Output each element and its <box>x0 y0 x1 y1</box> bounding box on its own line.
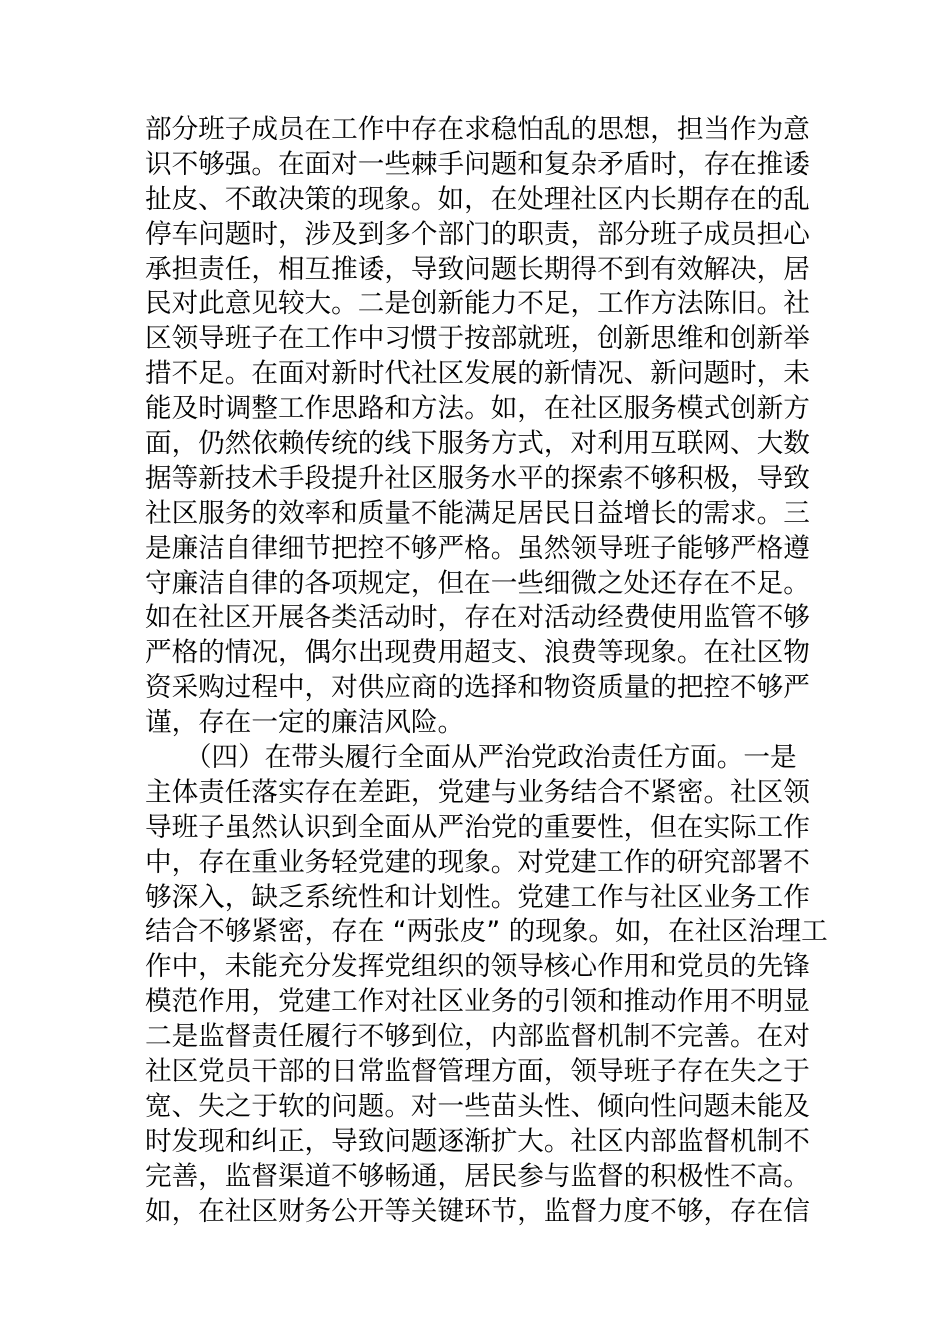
text-line: 如，在社区财务公开等关键环节，监督力度不够，存在信 <box>145 1195 810 1227</box>
text-line: 民对此意见较大。二是创新能力不足，工作方法陈旧。社 <box>145 288 810 320</box>
text-line: 社区党员干部的日常监督管理方面，领导班子存在失之于 <box>145 1056 810 1088</box>
text-line: 扯皮、不敢决策的现象。如，在处理社区内长期存在的乱 <box>145 183 810 215</box>
text-line: 识不够强。在面对一些棘手问题和复杂矛盾时，存在推诿 <box>145 148 810 180</box>
text-line: 是廉洁自律细节把控不够严格。虽然领导班子能够严格遵 <box>145 532 810 564</box>
text-line: 完善，监督渠道不够畅通，居民参与监督的积极性不高。 <box>145 1160 810 1192</box>
text-line: 模范作用，党建工作对社区业务的引领和推动作用不明显 <box>145 986 810 1018</box>
body-text <box>145 113 828 1230</box>
text-line: 作中，未能充分发挥党组织的领导核心作用和党员的先锋 <box>145 951 810 983</box>
text-line: 够深入，缺乏系统性和计划性。党建工作与社区业务工作 <box>145 881 810 913</box>
text-line: 守廉洁自律的各项规定，但在一些细微之处还存在不足。 <box>145 567 810 599</box>
text-line: 结合不够紧密，存在 “两张皮” 的现象。如，在社区治理工 <box>145 916 828 948</box>
text-line: 主体责任落实存在差距，党建与业务结合不紧密。社区领 <box>145 776 810 808</box>
text-line: 承担责任，相互推诿，导致问题长期得不到有效解决，居 <box>145 253 810 285</box>
text-line: 中，存在重业务轻党建的现象。对党建工作的研究部署不 <box>145 846 810 878</box>
text-line: 据等新技术手段提升社区服务水平的探索不够积极，导致 <box>145 462 810 494</box>
text-line: 二是监督责任履行不够到位，内部监督机制不完善。在对 <box>145 1021 810 1053</box>
text-line: 措不足。在面对新时代社区发展的新情况、新问题时，未 <box>145 358 810 390</box>
text-line: 时发现和纠正，导致问题逐渐扩大。社区内部监督机制不 <box>145 1125 810 1157</box>
text-line: 如在社区开展各类活动时，存在对活动经费使用监管不够 <box>145 602 810 634</box>
text-line: 导班子虽然认识到全面从严治党的重要性，但在实际工作 <box>145 811 810 843</box>
text-line: 面，仍然依赖传统的线下服务方式，对利用互联网、大数 <box>145 428 810 460</box>
text-line: 资采购过程中，对供应商的选择和物资质量的把控不够严 <box>145 672 810 704</box>
text-line: 区领导班子在工作中习惯于按部就班，创新思维和创新举 <box>145 323 810 355</box>
text-line: 停车问题时，涉及到多个部门的职责，部分班子成员担心 <box>145 218 810 250</box>
text-line: 严格的情况，偶尔出现费用超支、浪费等现象。在社区物 <box>145 637 810 669</box>
text-line: 宽、失之于软的问题。对一些苗头性、倾向性问题未能及 <box>145 1090 810 1122</box>
text-line: 谨，存在一定的廉洁风险。 <box>145 707 465 739</box>
text-line: 部分班子成员在工作中存在求稳怕乱的思想，担当作为意 <box>145 114 810 145</box>
section-heading-line: （四）在带头履行全面从严治党政治责任方面。一是 <box>145 742 797 774</box>
text-line: 能及时调整工作思路和方法。如，在社区服务模式创新方 <box>145 393 810 425</box>
text-line: 社区服务的效率和质量不能满足居民日益增长的需求。三 <box>145 497 810 529</box>
